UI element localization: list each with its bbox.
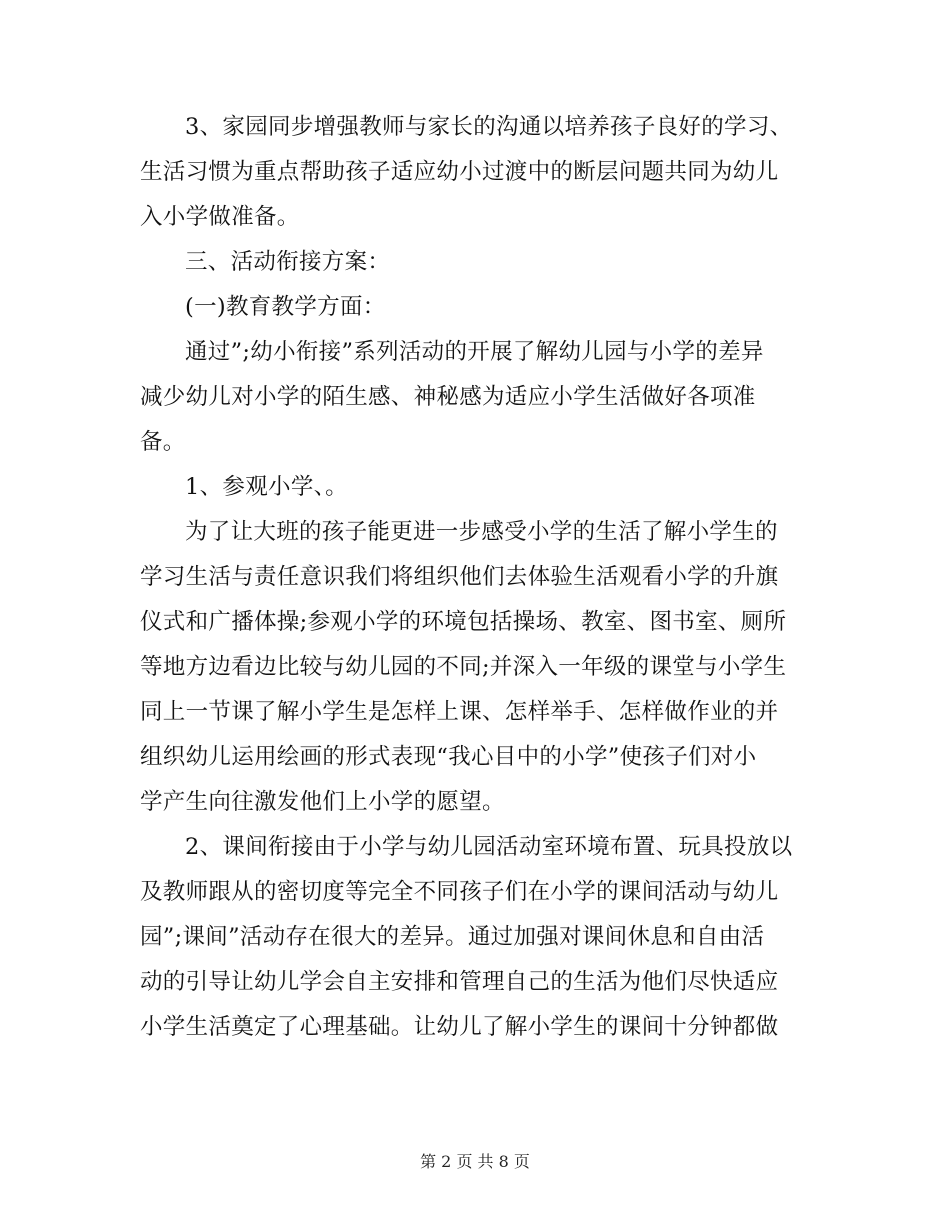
paragraph-line: 减少幼儿对小学的陌生感、神秘感为适应小学生活做好各项准 (140, 384, 756, 410)
document-body (140, 105, 820, 1050)
paragraph-line: 生活习惯为重点帮助孩子适应幼小过渡中的断层问题共同为幼儿 (140, 159, 779, 185)
paragraph-line: 2、课间衔接由于小学与幼儿园活动室环境布置、玩具投放以 (185, 834, 793, 860)
item-heading: 1、参观小学、。 (185, 474, 348, 500)
paragraph-line: 同上一节课了解小学生是怎样上课、怎样举手、怎样做作业的并 (140, 699, 779, 725)
paragraph-line: 备。 (140, 429, 186, 455)
paragraph-line: 园”;课间”活动存在很大的差异。通过加强对课间休息和自由活 (140, 924, 765, 950)
section-heading: 三、活动衔接方案： (185, 249, 391, 275)
paragraph-line: 动的引导让幼儿学会自主安排和管理自己的生活为他们尽快适应 (140, 969, 779, 995)
subsection-heading: (一)教育教学方面： (185, 294, 386, 320)
paragraph-line: 学习生活与责任意识我们将组织他们去体验生活观看小学的升旗 (140, 564, 779, 590)
paragraph-line: 3、家园同步增强教师与家长的沟通以培养孩子良好的学习、 (185, 114, 793, 140)
paragraph-line: 入小学做准备。 (140, 204, 300, 230)
paragraph-line: 学产生向往激发他们上小学的愿望。 (140, 789, 505, 815)
paragraph-line: 为了让大班的孩子能更进一步感受小学的生活了解小学生的 (185, 519, 778, 545)
paragraph-line: 组织幼儿运用绘画的形式表现“我心目中的小学”使孩子们对小 (140, 744, 757, 770)
paragraph-line: 仪式和广播体操;参观小学的环境包括操场、教室、图书室、厕所 (140, 609, 787, 635)
paragraph-line: 及教师跟从的密切度等完全不同孩子们在小学的课间活动与幼儿 (140, 879, 779, 905)
page-number-footer: 第 2 页 共 8 页 (420, 1152, 530, 1171)
paragraph-line: 等地方边看边比较与幼儿园的不同;并深入一年级的课堂与小学生 (140, 654, 787, 680)
paragraph-line: 小学生活奠定了心理基础。让幼儿了解小学生的课间十分钟都做 (140, 1014, 779, 1040)
paragraph-line: 通过”;幼小衔接”系列活动的开展了解幼儿园与小学的差异 (185, 339, 764, 365)
